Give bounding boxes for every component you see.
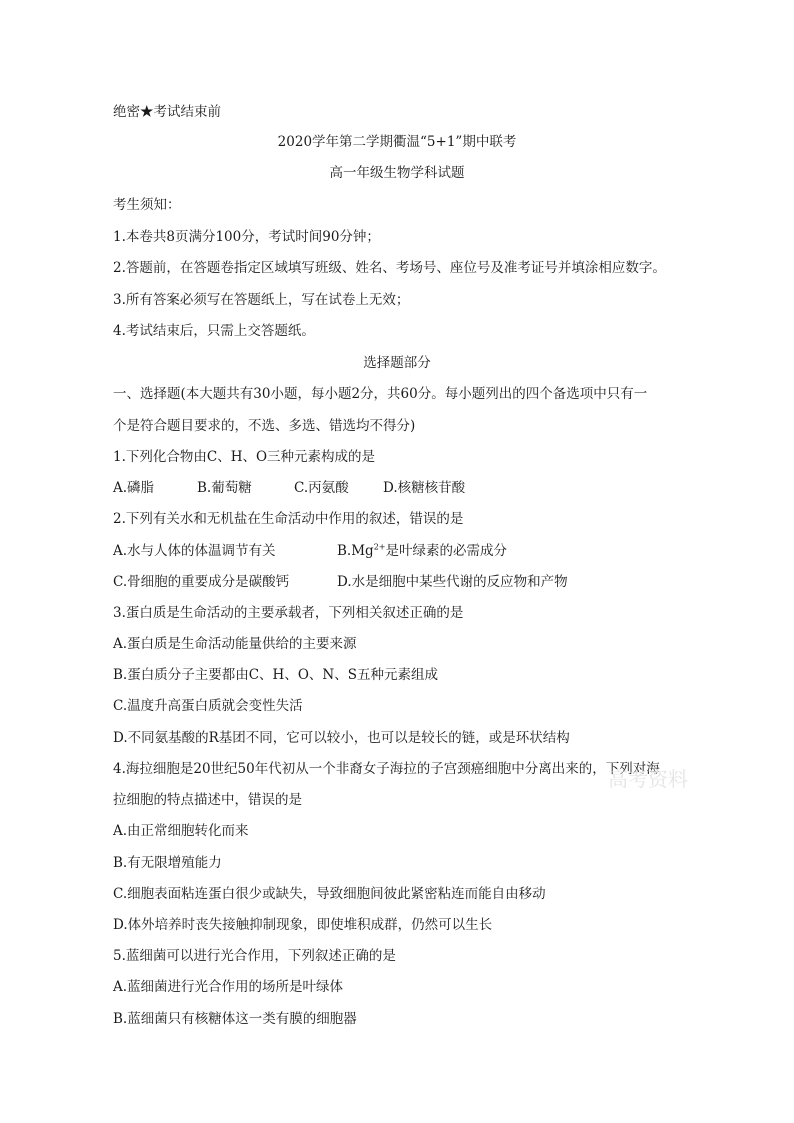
notice-heading: 考生须知： [113,197,181,213]
q4-option-c: C.细胞表面粘连蛋白很少或缺失，导致细胞间彼此紧密粘连而能自由移动 [113,886,546,902]
q2-option-a: A.水与人体的体温调节有关 [113,543,276,559]
exam-title: 2020学年第二学期衢温“5+1”期中联考 [277,134,517,150]
q5-option-a: A.蓝细菌进行光合作用的场所是叶绿体 [113,979,344,995]
q3-option-d: D.不同氨基酸的R基团不同，它可以较小，也可以是较长的链，或是环状结构 [113,730,570,746]
q2-option-b-suffix: 是叶绿素的必需成分 [385,543,507,559]
q2-option-d: D.水是细胞中某些代谢的反应物和产物 [337,574,568,590]
q4-option-b: B.有无限增殖能力 [113,855,222,871]
secret-mark: 绝密★考试结束前 [113,104,221,120]
q2-option-b-superscript: 2+ [373,542,386,552]
q1-option-b: B.葡萄糖 [197,480,252,496]
q4-option-d: D.体外培养时丧失接触抑制现象，即使堆积成群，仍然可以生长 [113,917,493,933]
q5-stem: 5.蓝细菌可以进行光合作用，下列叙述正确的是 [113,948,396,964]
q2-option-b [337,542,507,560]
q3-option-c: C.温度升高蛋白质就会变性失活 [113,698,303,714]
q2-stem: 2.下列有关水和无机盐在生命活动中作用的叙述，错误的是 [113,511,464,527]
notice-item-1: 1.本卷共8页满分100分，考试时间90分钟； [113,229,380,245]
q2-option-b-prefix: B.Mg [337,543,374,559]
subject-title: 高一年级生物学科试题 [329,165,465,181]
q1-option-a: A.磷脂 [113,480,155,496]
q1-option-c: C.丙氨酸 [294,480,349,496]
q4-stem-line-1: 4.海拉细胞是20世纪50年代初从一个非裔女子海拉的子宫颈癌细胞中分离出来的，下列对海 [113,761,660,777]
q1-option-d: D.核糖核苷酸 [383,480,466,496]
q3-option-b: B.蛋白质分子主要都由C、H、O、N、S五种元素组成 [113,667,438,683]
notice-item-3: 3.所有答案必须写在答题纸上，写在试卷上无效； [113,292,410,308]
q4-option-a: A.由正常细胞转化而来 [113,823,249,839]
q5-option-b: B.蓝细菌只有核糖体这一类有膜的细胞器 [113,1011,357,1027]
section-title: 选择题部分 [363,355,431,371]
notice-item-2: 2.答题前，在答题卷指定区域填写班级、姓名、考场号、座位号及准考证号并填涂相应数字。 [113,260,666,276]
q3-option-a: A.蛋白质是生命活动能量供给的主要来源 [113,636,357,652]
q3-stem: 3.蛋白质是生命活动的主要承载者，下列相关叙述正确的是 [113,605,464,621]
section-intro-line-2: 个是符合题目要求的，不选、多选、错选均不得分) [113,418,416,434]
notice-item-4: 4.考试结束后，只需上交答题纸。 [113,323,315,339]
q4-stem-line-2: 拉细胞的特点描述中，错误的是 [113,792,302,808]
watermark: 高考资料 [608,767,688,791]
q1-stem: 1.下列化合物由C、H、O三种元素构成的是 [113,449,376,465]
section-intro-line-1: 一、选择题(本大题共有30小题，每小题2分，共60分。每小题列出的四个备选项中只有一 [113,386,648,402]
q2-option-c: C.骨细胞的重要成分是碳酸钙 [113,574,290,590]
